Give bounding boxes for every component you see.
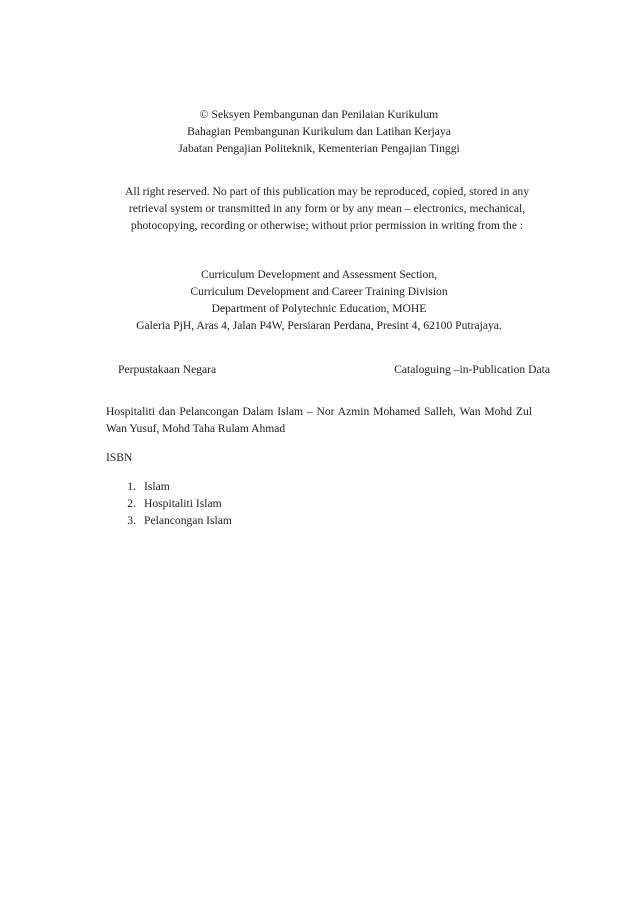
publisher-line: Curriculum Development and Career Training Division <box>190 285 448 298</box>
rights-line: photocopying, recording or otherwise; without prior permission in writing from the : <box>130 219 524 232</box>
rights-statement <box>112 183 542 234</box>
copyright-block <box>0 106 638 157</box>
rights-line: retrieval system or transmitted in any form or by any mean – electronics, mechanical, <box>128 202 526 215</box>
isbn-label: ISBN <box>106 451 133 464</box>
subject-label: Islam <box>144 480 170 493</box>
library-name: Perpustakaan Negara <box>118 363 217 376</box>
copyright-line: Bahagian Pembangunan Kurikulum dan Latihan Kerjaya <box>187 125 451 138</box>
subject-label: Pelancongan Islam <box>144 514 232 527</box>
title-line: Wan Yusuf, Mohd Taha Rulam Ahmad <box>106 422 286 435</box>
catalog-heading-row <box>118 361 550 378</box>
rights-line: All right reserved. No part of this publication may be reproduced, copied, stored in any <box>124 185 530 198</box>
list-number: 1. <box>127 480 136 493</box>
publisher-address <box>0 266 638 334</box>
copyright-line: © Seksyen Pembangunan dan Penilaian Kurikulum <box>199 108 439 121</box>
list-item <box>106 495 232 512</box>
subject-list <box>106 478 232 529</box>
book-title-authors <box>106 403 532 437</box>
list-item <box>106 512 232 529</box>
list-number: 2. <box>127 497 136 510</box>
copyright-line: Jabatan Pengajian Politeknik, Kementerian Pengajian Tinggi <box>178 142 460 155</box>
subject-label: Hospitaliti Islam <box>144 497 222 510</box>
title-line: Hospitaliti dan Pelancongan Dalam Islam – Nor Azmin Mohamed Salleh, Wan Mohd Zul <box>106 405 532 418</box>
publisher-line: Galeria PjH, Aras 4, Jalan P4W, Persiaran Perdana, Presint 4, 62100 Putrajaya. <box>136 319 502 332</box>
publisher-line: Department of Polytechnic Education, MOHE <box>211 302 427 315</box>
publisher-line: Curriculum Development and Assessment Section, <box>200 268 438 281</box>
list-number: 3. <box>127 514 136 527</box>
cip-label: Cataloguing –in-Publication Data <box>394 363 550 376</box>
list-item <box>106 478 232 495</box>
